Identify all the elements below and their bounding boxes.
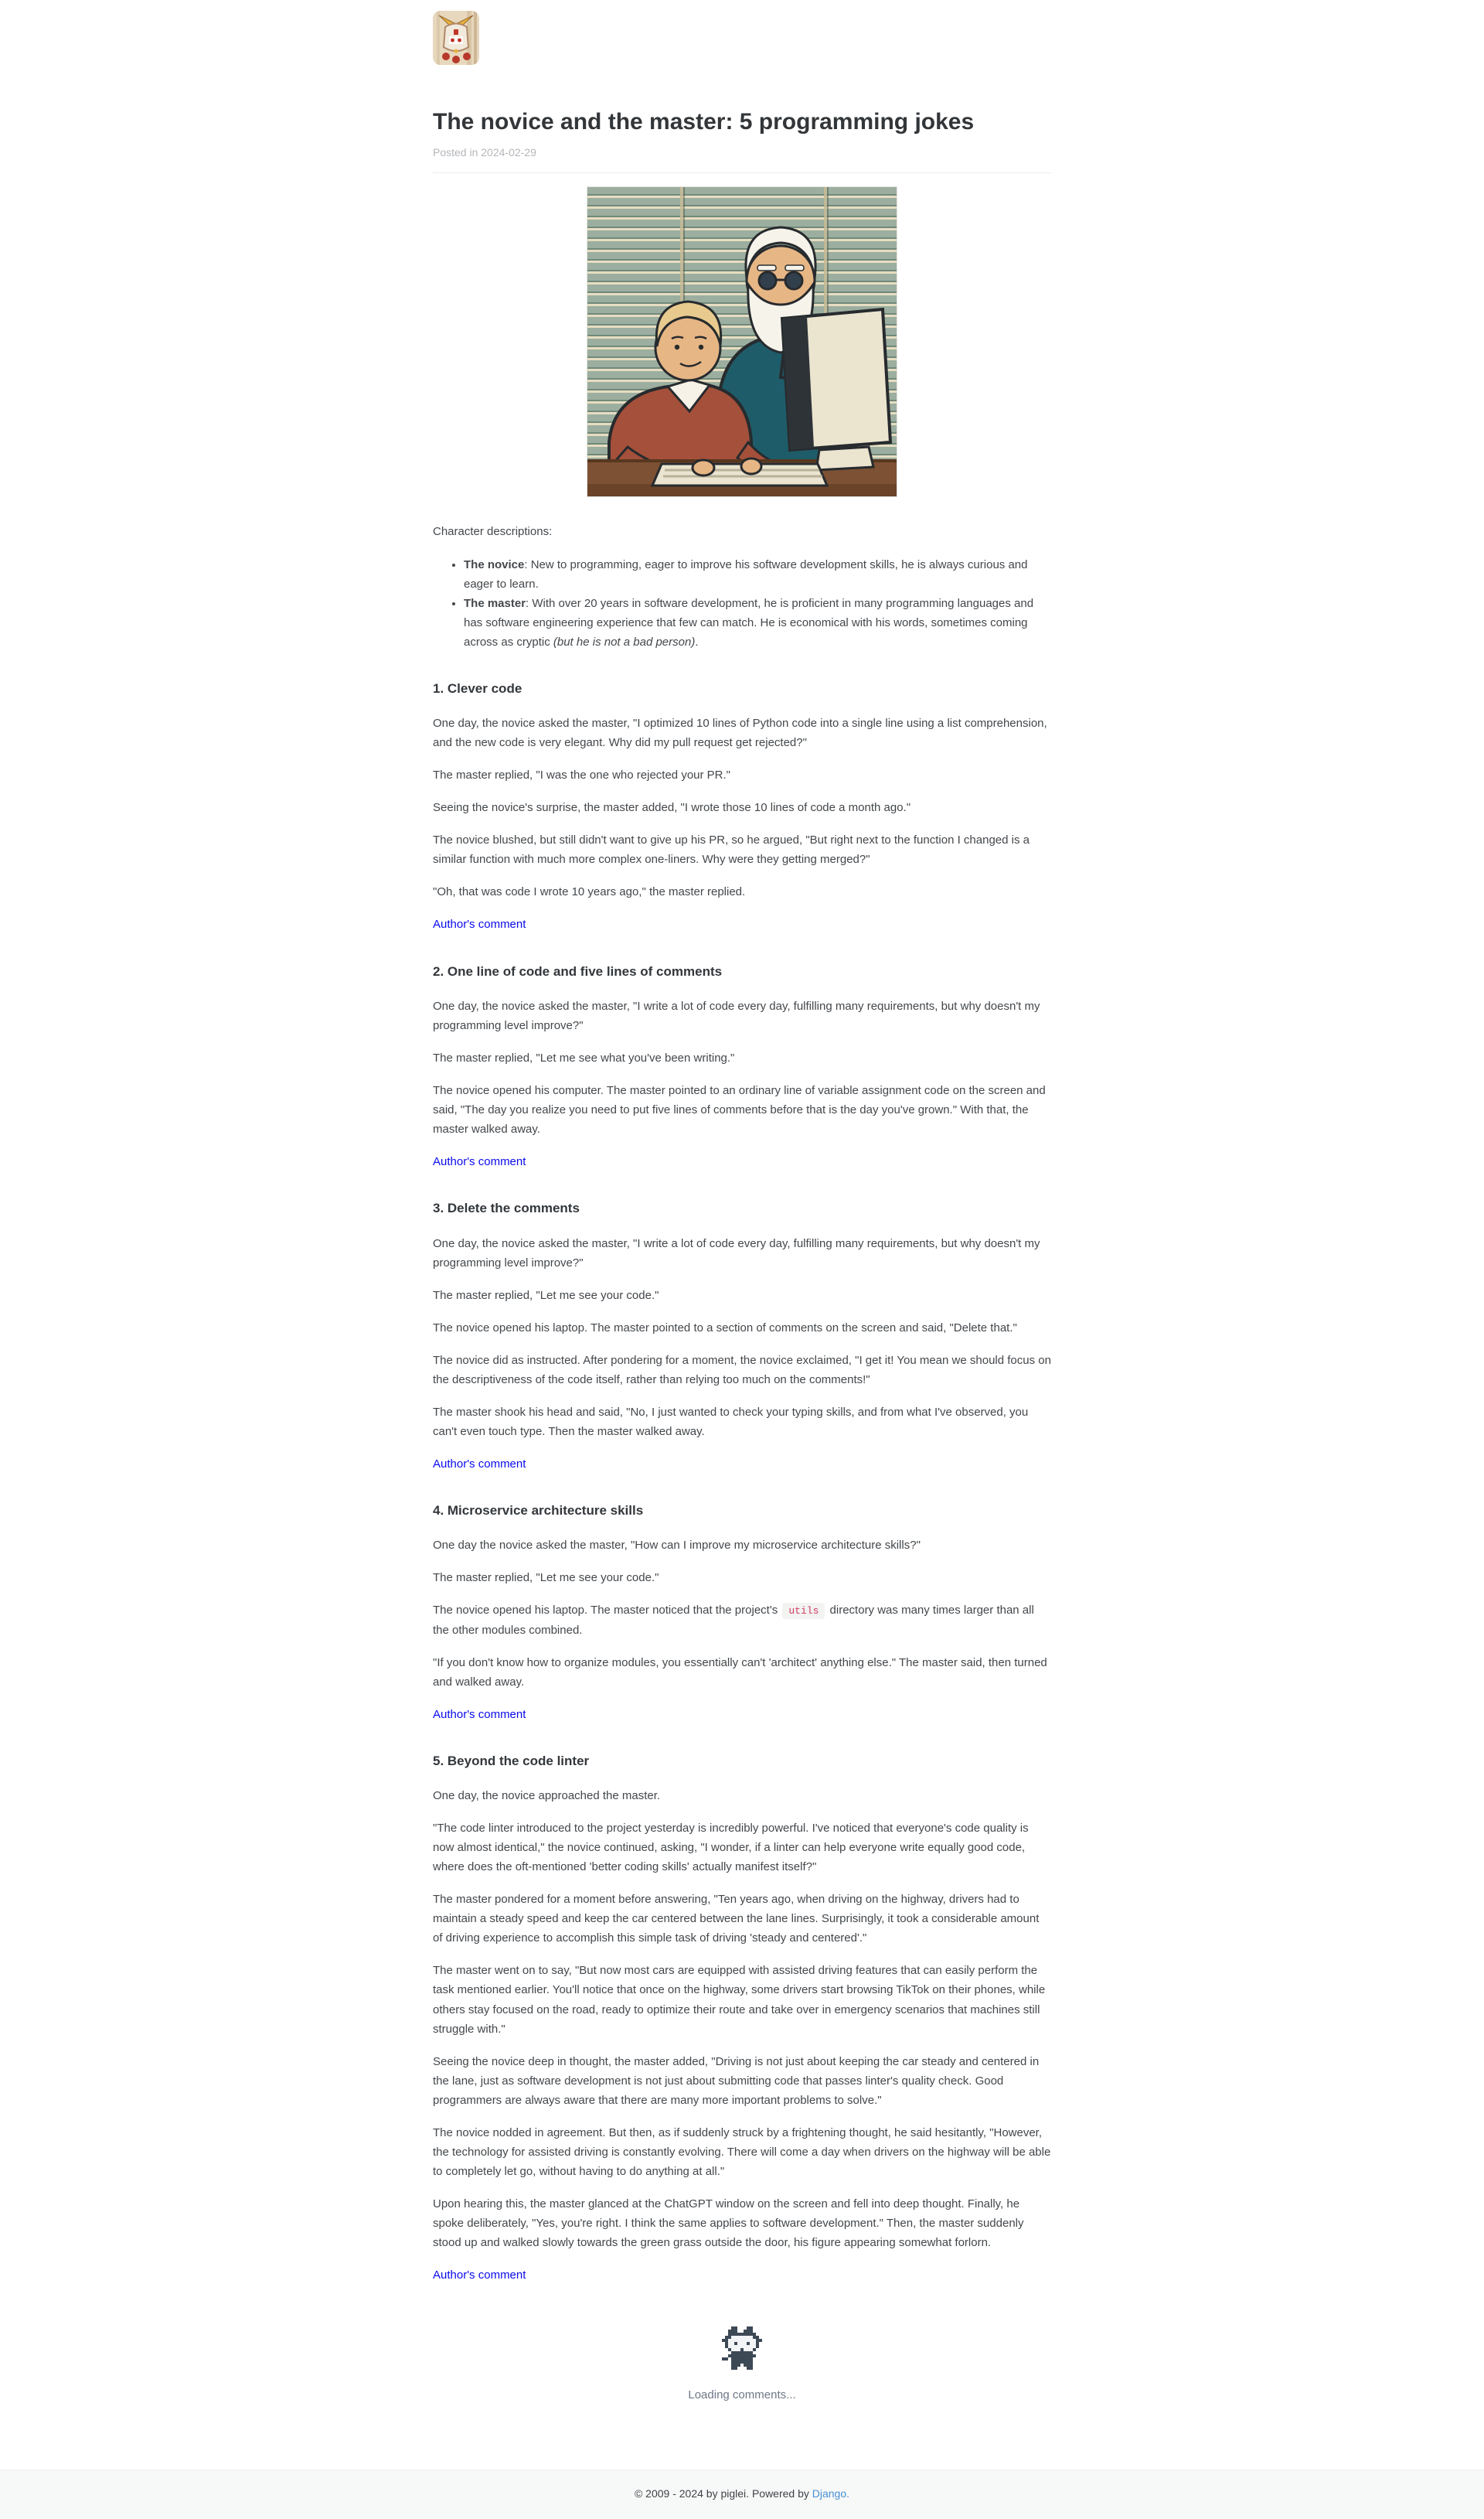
section-heading: 2. One line of code and five lines of comments: [433, 963, 723, 979]
divider: [433, 172, 1051, 173]
paragraph-text: "If you don't know how to organize modules, you essentially can't 'architect' anything else." The master said, then turned and walked away.: [433, 1655, 1047, 1689]
paragraph-text: directory was many times larger than all the other modules combined.: [433, 1604, 1034, 1637]
paragraph-text: The novice did as instructed. After pondering for a moment, the novice exclaimed, "I get it! You mean we should focus on the descriptiveness of the code itself, rather than relying too much on the comments!": [433, 1353, 1051, 1386]
paragraph: [433, 1081, 1051, 1139]
paragraph-text: Seeing the novice's surprise, the master added, "I wrote those 10 lines of code a month ago.": [433, 801, 911, 815]
paragraph: [433, 1600, 1051, 1639]
paragraph: [433, 1890, 1051, 1948]
loading-comments-text: Loading comments...: [688, 2388, 796, 2402]
paragraph-text: One day, the novice asked the master, "I write a lot of code every day, fulfilling many requirements, but why doesn't my programming level improve?": [433, 1236, 1040, 1270]
bullet-term: The master: [464, 596, 526, 610]
bullet-text: : With over 20 years in software development, he is proficient in many programming languages and has software engineering experience that few can match. He is economical with his words, sometimes coming across as cryptic: [464, 596, 1034, 649]
paragraph: [433, 714, 1051, 752]
robot-logo-icon: [433, 11, 479, 65]
paragraph: [433, 1536, 1051, 1555]
paragraph: [433, 2194, 1051, 2252]
section-heading: 3. Delete the comments: [433, 1201, 580, 1216]
paragraph-text: One day, the novice approached the master.: [433, 1789, 661, 1803]
bullet-italic: (but he is not a bad person): [553, 635, 696, 649]
copyright-text: © 2009 - 2024 by piglei. Powered by: [634, 2487, 812, 2500]
paragraph-text: Seeing the novice deep in thought, the master added, "Driving is not just about keeping the car steady and centered in the lane, just as software development is not just about submitting code that passes linter's quality check. Good programmers are always aware that there are many more important problems to solve.": [433, 2054, 1040, 2107]
section-heading: 5. Beyond the code linter: [433, 1753, 590, 1768]
article-sections: [433, 678, 1051, 2285]
authors-comment-row: [433, 1454, 1051, 1474]
paragraph: [433, 765, 1051, 785]
authors-comment-link[interactable]: Author's comment: [433, 1457, 526, 1471]
paragraph-text: Upon hearing this, the master glanced at the ChatGPT window on the screen and fell into deep thought. Finally, he spoke deliberately, "Yes, you're right. I think the same applies to software development." Then, the master suddenly stood up and walked slowly towards the green grass outside the door, his figure appearing somewhat forlorn.: [433, 2197, 1024, 2249]
paragraph-text: The master shook his head and said, "No, I just wanted to check your typing skills, and from what I've observed, you can't even touch type. Then the master walked away.: [433, 1405, 1029, 1438]
paragraph: [433, 1786, 1051, 1805]
authors-comment-link[interactable]: Author's comment: [433, 1155, 526, 1169]
authors-comment-link[interactable]: Author's comment: [433, 918, 526, 932]
pixel-cat-icon: [722, 2326, 762, 2376]
paragraph: [433, 1819, 1051, 1876]
authors-comment-link[interactable]: Author's comment: [433, 2268, 526, 2282]
bullet-end: .: [695, 635, 699, 649]
intro-lead: Character descriptions:: [433, 525, 553, 539]
paragraph-text: The master replied, "Let me see your code.": [433, 1288, 659, 1302]
paragraph: [433, 1318, 1051, 1338]
paragraph-text: The master replied, "I was the one who rejected your PR.": [433, 769, 730, 782]
footer-suffix: .: [846, 2487, 850, 2500]
paragraph: [433, 830, 1051, 869]
paragraph-text: One day, the novice asked the master, "I optimized 10 lines of Python code into a single line using a list comprehension, and the new code is very elegant. Why did my pull request get rejected?": [433, 717, 1047, 750]
paragraph: [433, 1351, 1051, 1389]
hero-image: [433, 186, 1051, 503]
paragraph: [433, 2123, 1051, 2181]
site-header: [433, 0, 1051, 71]
paragraph: [433, 1961, 1051, 2038]
paragraph-text: The novice nodded in agreement. But then, as if suddenly struck by a frightening thought, he said hesitantly, "However, the technology for assisted driving is constantly evolving. There will come a day when drivers on the highway will be able to completely let go, without having to do anything at all.": [433, 2125, 1051, 2178]
section-heading: 1. Clever code: [433, 680, 522, 696]
paragraph-text: One day the novice asked the master, "How can I improve my microservice architecture skills?": [433, 1539, 921, 1553]
django-link[interactable]: Django: [812, 2487, 847, 2500]
paragraph: [433, 1403, 1051, 1441]
section-heading: 4. Microservice architecture skills: [433, 1503, 644, 1518]
paragraph: [433, 1234, 1051, 1273]
inline-code: utils: [782, 1603, 825, 1619]
paragraph-text: "Oh, that was code I wrote 10 years ago," the master replied.: [433, 885, 746, 899]
paragraph-text: The master replied, "Let me see what you've been writing.": [433, 1051, 735, 1065]
character-list: [433, 555, 1051, 652]
authors-comment-link[interactable]: Author's comment: [433, 1707, 526, 1721]
paragraph: [433, 997, 1051, 1035]
paragraph: [433, 798, 1051, 817]
paragraph: [433, 1048, 1051, 1068]
site-footer: [0, 2470, 1484, 2518]
site-logo[interactable]: [433, 11, 479, 65]
page-container: [433, 0, 1051, 2405]
authors-comment-row: [433, 915, 1051, 934]
post-meta: Posted in 2024-02-29: [433, 146, 536, 159]
bullet-text: : New to programming, eager to improve his software development skills, he is always curious and eager to learn.: [464, 557, 1028, 591]
authors-comment-row: [433, 1705, 1051, 1724]
paragraph-text: The novice blushed, but still didn't want to give up his PR, so he argued, "But right next to the function I changed is a similar function with much more complex one-liners. Why were they getting merged?": [433, 833, 1030, 867]
comments-section: [433, 2326, 1051, 2405]
authors-comment-row: [433, 2265, 1051, 2285]
paragraph-text: One day, the novice asked the master, "I write a lot of code every day, fulfilling many requirements, but why doesn't my programming level improve?": [433, 999, 1040, 1032]
list-item: [464, 555, 1051, 594]
post-title: The novice and the master: 5 programming jokes: [433, 109, 975, 135]
paragraph-text: The novice opened his computer. The master pointed to an ordinary line of variable assignment code on the screen and said, "The day you realize you need to put five lines of comments before that is the day you've grown." With that, the master walked away.: [433, 1084, 1046, 1137]
paragraph-text: The master pondered for a moment before answering, "Ten years ago, when driving on the highway, drivers had to maintain a steady speed and keep the car centered between the lane lines. Surprisingly, it took a considerable amount of driving experience to accomplish this simple task of driving 'steady and centered'.": [433, 1893, 1040, 1945]
paragraph-text: The master replied, "Let me see your code.": [433, 1571, 659, 1585]
hero-illustration: [587, 186, 897, 497]
paragraph: [433, 1653, 1051, 1692]
paragraph: [433, 1568, 1051, 1587]
paragraph-text: The novice opened his laptop. The master noticed that the project's: [433, 1604, 781, 1617]
authors-comment-row: [433, 1152, 1051, 1171]
bullet-term: The novice: [464, 557, 525, 571]
paragraph: [433, 1286, 1051, 1305]
paragraph-text: "The code linter introduced to the project yesterday is incredibly powerful. I've noticed that everyone's code quality is now almost identical," the novice continued, asking, "I wonder, if a linter can help everyone write equally good code, where does the oft-mentioned 'better coding skills' actually manifest itself?": [433, 1822, 1029, 1874]
paragraph-text: The master went on to say, "But now most cars are equipped with assisted driving features that can easily perform the task mentioned earlier. You'll notice that once on the highway, some drivers start browsing TikTok on their phones, while others stay focused on the road, ready to optimize their route and take over in emergency scenarios that machines still struggle with.": [433, 1964, 1046, 2036]
paragraph: [433, 882, 1051, 902]
paragraph-text: The novice opened his laptop. The master pointed to a section of comments on the screen and said, "Delete that.": [433, 1321, 1017, 1334]
paragraph: [433, 2052, 1051, 2110]
list-item: [464, 594, 1051, 652]
